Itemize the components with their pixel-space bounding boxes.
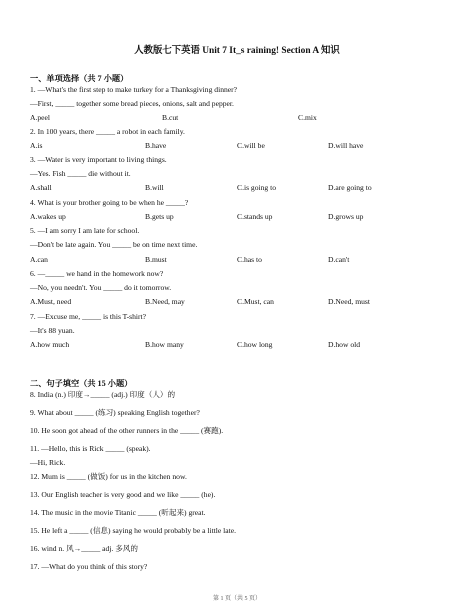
question-text: 5. —I am sorry I am late for school. xyxy=(30,226,140,235)
option-c: C.has to xyxy=(237,255,262,264)
question-text: —It's 88 yuan. xyxy=(30,326,75,335)
option-a: A.can xyxy=(30,255,48,264)
question-text: 1. —What's the first step to make turkey for a Thanksgiving dinner? xyxy=(30,85,238,94)
question-text: 16. wind n. 风→_____ adj. 多风的 xyxy=(30,544,138,553)
option-b: B.Need, may xyxy=(145,297,185,306)
question-text: 8. India (n.) 印度→_____ (adj.) 印度（人）的 xyxy=(30,390,176,399)
question-text: —Don't be late again. You _____ be on time next time. xyxy=(30,240,198,249)
option-a: A.shall xyxy=(30,183,52,192)
question-text: 11. —Hello, this is Rick _____ (speak). xyxy=(30,444,151,453)
option-c: C.is going to xyxy=(237,183,277,192)
question-text: 6. —_____ we hand in the homework now? xyxy=(30,269,164,278)
option-d: D.how old xyxy=(328,340,361,349)
question-text: —No, you needn't. You _____ do it tomorrow. xyxy=(30,283,172,292)
question-text: 9. What about _____ (练习) speaking English together? xyxy=(30,408,200,417)
option-b: B.cut xyxy=(162,113,179,122)
option-b: B.must xyxy=(145,255,167,264)
option-b: B.will xyxy=(145,183,164,192)
question-text: 15. He left a _____ (信息) saying he would probably be a little late. xyxy=(30,526,237,535)
question-text: —First, _____ together some bread pieces, onions, salt and pepper. xyxy=(30,99,234,108)
option-d: D.grows up xyxy=(328,212,364,221)
option-b: B.how many xyxy=(145,340,184,349)
page-number: 第 1 页（共 5 页） xyxy=(212,596,261,602)
question-text: 13. Our English teacher is very good and we like _____ (he). xyxy=(30,490,216,499)
question-text: —Hi, Rick. xyxy=(30,458,66,467)
question-text: 3. —Water is very important to living things. xyxy=(30,155,167,164)
option-a: A.Must, need xyxy=(30,297,72,306)
option-d: D.Need, must xyxy=(328,297,370,306)
option-d: D.can't xyxy=(328,255,350,264)
question-text: 14. The music in the movie Titanic _____ (听起来) great. xyxy=(30,508,206,517)
question-text: 10. He soon got ahead of the other runners in the _____ (赛跑). xyxy=(30,426,224,435)
question-text: 4. What is your brother going to be when he _____? xyxy=(30,198,189,207)
page-title: 人教版七下英语 Unit 7 It_s raining! Section A 知识 xyxy=(134,46,340,56)
option-a: A.is xyxy=(30,141,43,150)
section-heading-sentence-fill: 二、句子填空（共 15 小题） xyxy=(30,379,133,388)
section-heading-single-choice: 一、单项选择（共 7 小题） xyxy=(30,74,129,83)
option-c: C.mix xyxy=(298,113,317,122)
question-text: 12. Mum is _____ (做饭) for us in the kitchen now. xyxy=(30,472,187,481)
option-b: B.gets up xyxy=(145,212,174,221)
option-a: A.wakes up xyxy=(30,212,66,221)
question-text: —Yes. Fish _____ die without it. xyxy=(30,169,131,178)
option-d: D.will have xyxy=(328,141,364,150)
option-a: A.how much xyxy=(30,340,70,349)
question-text: 7. —Excuse me, _____ is this T-shirt? xyxy=(30,312,147,321)
option-d: D.are going to xyxy=(328,183,372,192)
option-b: B.have xyxy=(145,141,167,150)
option-a: A.peel xyxy=(30,113,51,122)
option-c: C.Must, can xyxy=(237,297,274,306)
question-text: 2. In 100 years, there _____ a robot in each family. xyxy=(30,127,185,136)
option-c: C.how long xyxy=(237,340,273,349)
option-c: C.stands up xyxy=(237,212,273,221)
question-text: 17. —What do you think of this story? xyxy=(30,562,148,571)
option-c: C.will be xyxy=(237,141,265,150)
